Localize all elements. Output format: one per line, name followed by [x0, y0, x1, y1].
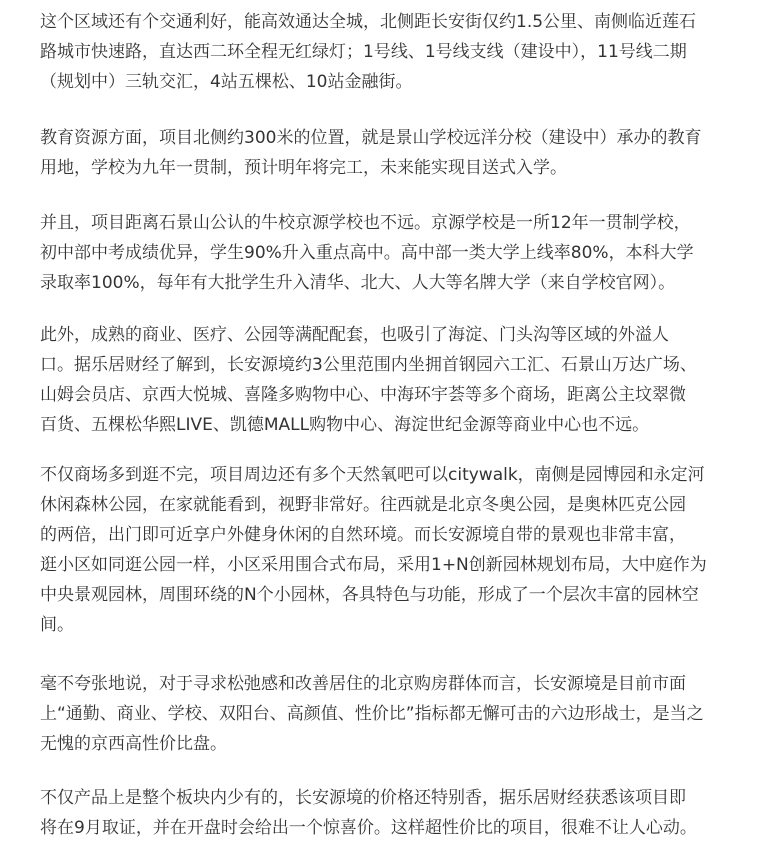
- paragraph-price: 不仅产品上是整个板块内少有的，长安源境的价格还特别香，据乐居财经获悉该项目即 将在9月取证，并在开盘时会给出一个惊喜价。这样超性价比的项目，很难不让人心动。: [40, 788, 697, 838]
- paragraph-summary: 毫不夸张地说，对于寻求松弛感和改善居住的北京购房群体而言，长安源境是目前市面 上“通勤、商业、学校、双阳台、高颜值、性价比”指标都无懈可击的六边形战士，是当之 无愧的京西高性价比盘。: [40, 674, 704, 754]
- paragraph-commerce: 此外，成熟的商业、医疗、公园等满配配套，也吸引了海淀、门头沟等区域的外溢人 口。据乐居财经了解到，长安源境约3公里范围内坐拥首钢园六工汇、石景山万达广场、 山姆会员店、京西大悦城、喜隆多购物中心、中海环宇荟等多个商场，距离公主坟翠微 百货、五棵松华熙LIVE、凯德MALL购物中心、海淀世纪金源等商业中心也不远。: [40, 325, 697, 435]
- paragraph-transportation: 这个区域还有个交通利好，能高效通达全城，北侧距长安街仅约1.5公里、南侧临近莲石 路城市快速路，直达西二环全程无红绿灯；1号线、1号线支线（建设中），11号线二期 （规划中）三轨交汇，4站五棵松、10站金融街。: [40, 12, 697, 92]
- paragraph-education: 教育资源方面，项目北侧约300米的位置，就是景山学校远洋分校（建设中）承办的教育 用地，学校为九年一贯制，预计明年将完工，未来能实现目送式入学。: [40, 128, 702, 178]
- paragraph-jingyuan-school: 并且，项目距离石景山公认的牛校京源学校也不远。京源学校是一所12年一贯制学校， 初中部中考成绩优异，学生90%升入重点高中。高中部一类大学上线率80%，本科大学 录取率100%，每年有大批学生升入清华、北大、人大等名牌大学（来自学校官网）。: [40, 213, 694, 293]
- paragraph-parks: 不仅商场多到逛不完，项目周边还有多个天然氧吧可以citywalk，南侧是园博园和永定河 休闲森林公园，在家就能看到，视野非常好。往西就是北京冬奥公园，是奥林匹克公园 的两倍，出门即可近享户外健身休闲的自然环境。而长安源境自带的景观也非常丰富， 逛小区如同逛公园一样，小区采用围合式布局，采用1+N创新园林规划布局，大中庭作为 中央景观园林，周围环绕的N个小园林，各具特色与功能，形成了一个层次丰富的园林空 间。: [40, 465, 707, 635]
